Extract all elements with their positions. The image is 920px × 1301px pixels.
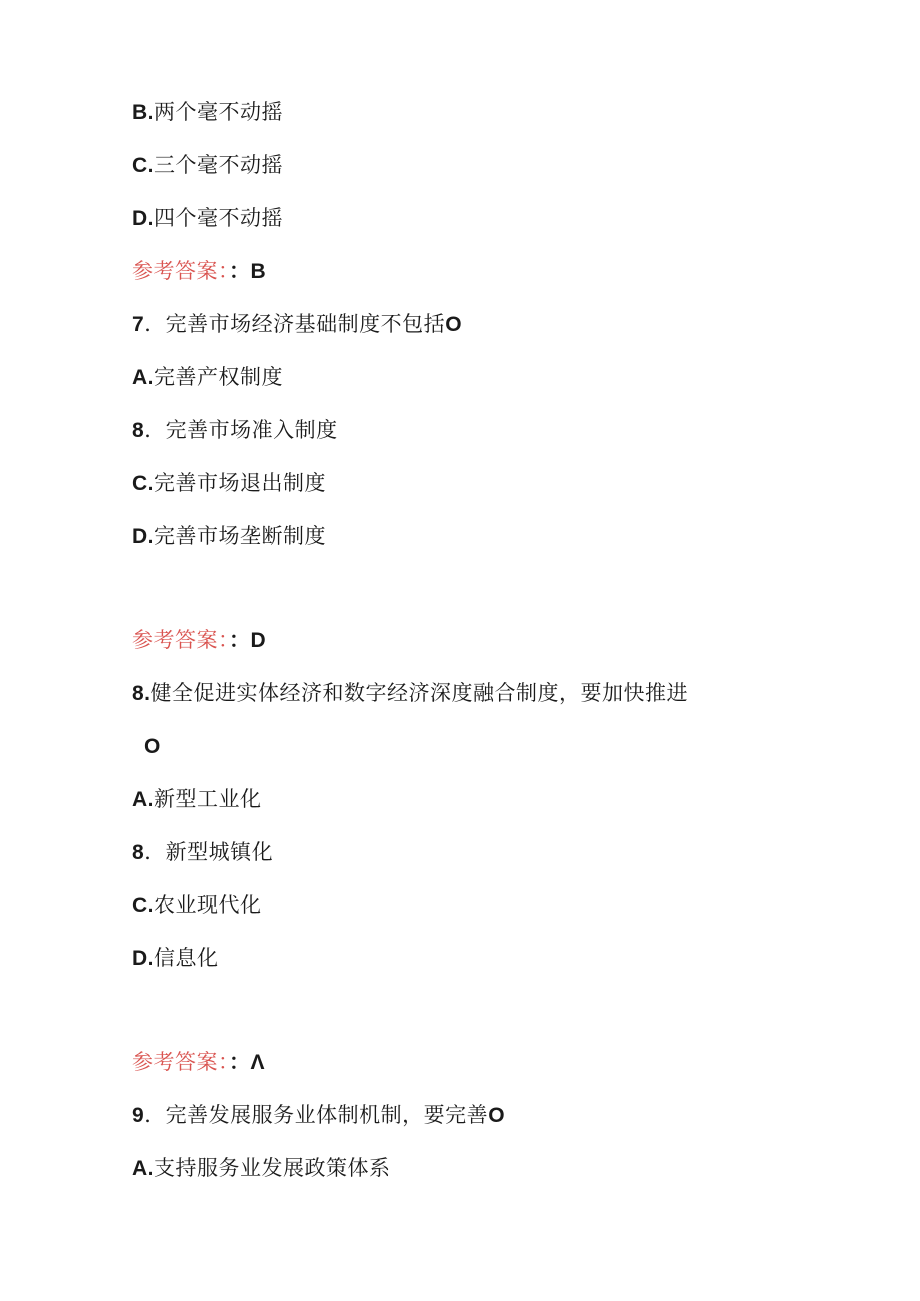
option-text: 四个毫不动摇	[154, 206, 283, 230]
option-line	[132, 415, 338, 446]
option-line	[132, 1153, 391, 1184]
option-text: 两个毫不动摇	[154, 100, 283, 124]
question-blank: O	[488, 1104, 506, 1127]
answer-label: 参考答案：	[132, 1050, 229, 1074]
question-number: 8.	[132, 682, 151, 705]
option-line	[132, 521, 326, 552]
answer-value: ：B	[229, 260, 267, 283]
option-letter: C.	[132, 472, 154, 495]
option-letter: B.	[132, 101, 154, 124]
question-text: ．完善发展服务业体制机制，要完善	[144, 1103, 489, 1127]
option-line	[132, 468, 326, 499]
question-blank: O	[445, 313, 463, 336]
question-number: 7	[132, 313, 145, 336]
option-letter: 8	[132, 841, 145, 864]
reference-answer	[132, 256, 266, 287]
question-line	[132, 1100, 505, 1131]
option-letter: D.	[132, 207, 154, 230]
option-text: 完善产权制度	[154, 365, 283, 389]
question-blank: O	[144, 735, 161, 758]
question-line	[132, 309, 462, 340]
question-blank-line	[144, 731, 161, 762]
option-line	[132, 150, 283, 181]
option-letter: C.	[132, 894, 154, 917]
question-line	[132, 678, 688, 709]
answer-value: ：Λ	[229, 1051, 266, 1074]
reference-answer	[132, 625, 266, 656]
question-text: 健全促进实体经济和数字经济深度融合制度，要加快推进	[150, 681, 689, 705]
option-text: ．完善市场准入制度	[144, 418, 338, 442]
option-text: 新型工业化	[154, 787, 262, 811]
option-text: 完善市场垄断制度	[154, 524, 326, 548]
option-line	[132, 203, 283, 234]
option-text: 支持服务业发展政策体系	[154, 1156, 391, 1180]
option-line	[132, 784, 262, 815]
option-letter: D.	[132, 525, 154, 548]
option-letter: 8	[132, 419, 145, 442]
option-line	[132, 943, 219, 974]
question-text: ．完善市场经济基础制度不包括	[144, 312, 446, 336]
option-text: 农业现代化	[154, 893, 262, 917]
option-letter: A.	[132, 788, 154, 811]
option-text: 三个毫不动摇	[154, 153, 283, 177]
option-letter: A.	[132, 366, 154, 389]
answer-value: ：D	[229, 629, 267, 652]
option-line	[132, 890, 262, 921]
answer-label: 参考答案：	[132, 628, 229, 652]
option-letter: D.	[132, 947, 154, 970]
option-line	[132, 362, 283, 393]
option-text: ．新型城镇化	[144, 840, 274, 864]
option-text: 完善市场退出制度	[154, 471, 326, 495]
option-letter: C.	[132, 154, 154, 177]
option-letter: A.	[132, 1157, 154, 1180]
option-line	[132, 97, 283, 128]
option-line	[132, 837, 273, 868]
option-text: 信息化	[154, 946, 219, 970]
reference-answer	[132, 1047, 265, 1078]
question-number: 9	[132, 1104, 145, 1127]
answer-label: 参考答案：	[132, 259, 229, 283]
